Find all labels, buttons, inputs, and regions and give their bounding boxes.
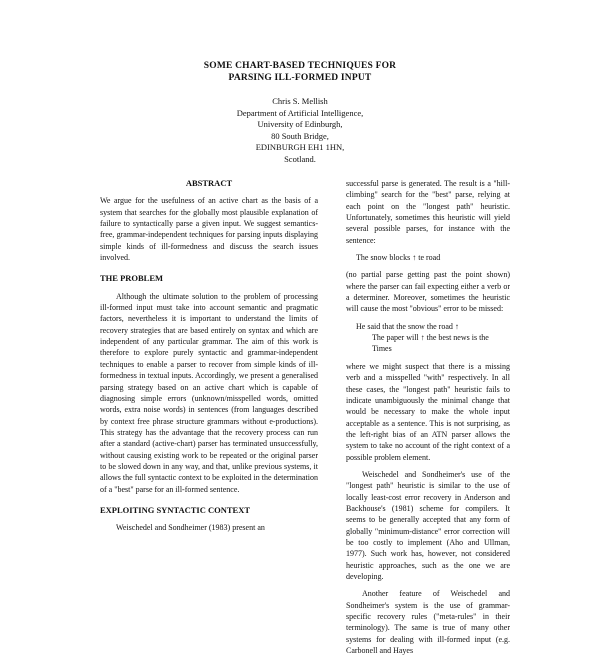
right-paragraph-1: successful parse is generated. The result is a "hill-climbing" search for the "best" parse, relying at each point on the "longest path" heuristic. Unfortunately, sometimes this heuristic will yield several possible parses, for instance with the sentence: <box>346 179 510 245</box>
author-university: University of Edinburgh, <box>257 119 343 130</box>
title-line-2: PARSING ILL-FORMED INPUT <box>228 73 372 83</box>
syntactic-context-text: Weischedel and Sondheimer (1983) present an <box>116 523 265 533</box>
right-paragraph-5: Another feature of Weischedel and Sondheimer's system is the use of grammar-specific recovery rules ("meta-rules" in their terminology). The same is true of many other systems for dealing with ill-formed input (e.g. Carbonell and Hayes <box>346 589 510 656</box>
problem-heading: THE PROBLEM <box>100 273 164 284</box>
title-line-1: SOME CHART-BASED TECHNIQUES FOR <box>203 61 397 71</box>
author-country: Scotland. <box>284 153 316 164</box>
example-sentence-1: The snow blocks ↑ te road <box>356 253 441 263</box>
right-paragraph-4: Weischedel and Sondheimer's use of the "longest path" heuristic is similar to the use of locally least-cost error recovery in Anderson and Backhouse's (1981) scheme for compilers. It seems to be generally accepted that any form of globally "minimum-distance" error correction will be too costly to implement (Aho and Ullman, 1977). Such work has, however, not considered heuristic approaches, such as the one we are developing. <box>346 469 510 581</box>
author-department: Department of Artificial Intelligence, <box>236 107 364 118</box>
author-city: EDINBURGH EH1 1HN, <box>255 142 345 153</box>
example-sentence-2: He said that the snow the road ↑ <box>356 321 459 331</box>
author-name: Chris S. Mellish <box>272 96 328 106</box>
right-column <box>346 178 510 656</box>
problem-text: Although the ultimate solution to the problem of processing ill-formed input must take into account semantic and pragmatic factors, nevertheless it is important to understand the limits of recovery strategies that are based entirely on syntax and which are independent of any particular grammar. The aim of this work is therefore to explore purely syntactic and grammar-independent techniques to enable a parser to recover from simple kinds of ill-formedness in textual inputs. Accordingly, we present a generalised parsing strategy based on an active chart which is capable of diagnosing simple errors (unknown/misspelled words, omitted words, extra noise words) in sentences (from languages described by context free phrase structure grammars without e-productions). This strategy has the advantage that the recovery process can run after a standard (active-chart) parser has terminated unsuccessfully, without causing existing work to be repeated or the original parser to be slowed down in any way, and that, unlike previous systems, it allows the full syntactic context to be exploited in the determination of a "best" parse for an ill-formed sentence. <box>100 291 318 494</box>
right-paragraph-3: where we might suspect that there is a missing verb and a misspelled "with" respectively. In all these cases, the "longest path" heuristic fails to indicate unambiguously the minimal change that would be necessary to make the whole input acceptable as a sentence. This is not surprising, as the left-right bias of an ATN parser allows the system to take no account of the right context of a possible problem element. <box>346 361 510 462</box>
paper-title <box>0 60 600 84</box>
syntactic-context-heading: EXPLOITING SYNTACTIC CONTEXT <box>100 504 251 515</box>
author-street: 80 South Bridge, <box>271 130 329 141</box>
left-column <box>100 178 318 534</box>
example-sentence-3: The paper will ↑ the best news is the Times <box>372 333 489 354</box>
abstract-heading: ABSTRACT <box>185 178 233 188</box>
right-paragraph-2: (no partial parse getting past the point shown) where the parser can fail expecting either a verb or a determiner. Moreover, sometimes the heuristic will cause the most "obvious" error to be missed: <box>346 270 510 314</box>
abstract-text: We argue for the usefulness of an active chart as the basis of a system that searches for the globally most plausible explanation of failure to syntactically parse a given input. We suggest semantics-free, grammar-independent techniques for parsing inputs displaying simple kinds of ill-formedness and discuss the search issues involved. <box>100 196 318 263</box>
author-block <box>0 96 600 166</box>
